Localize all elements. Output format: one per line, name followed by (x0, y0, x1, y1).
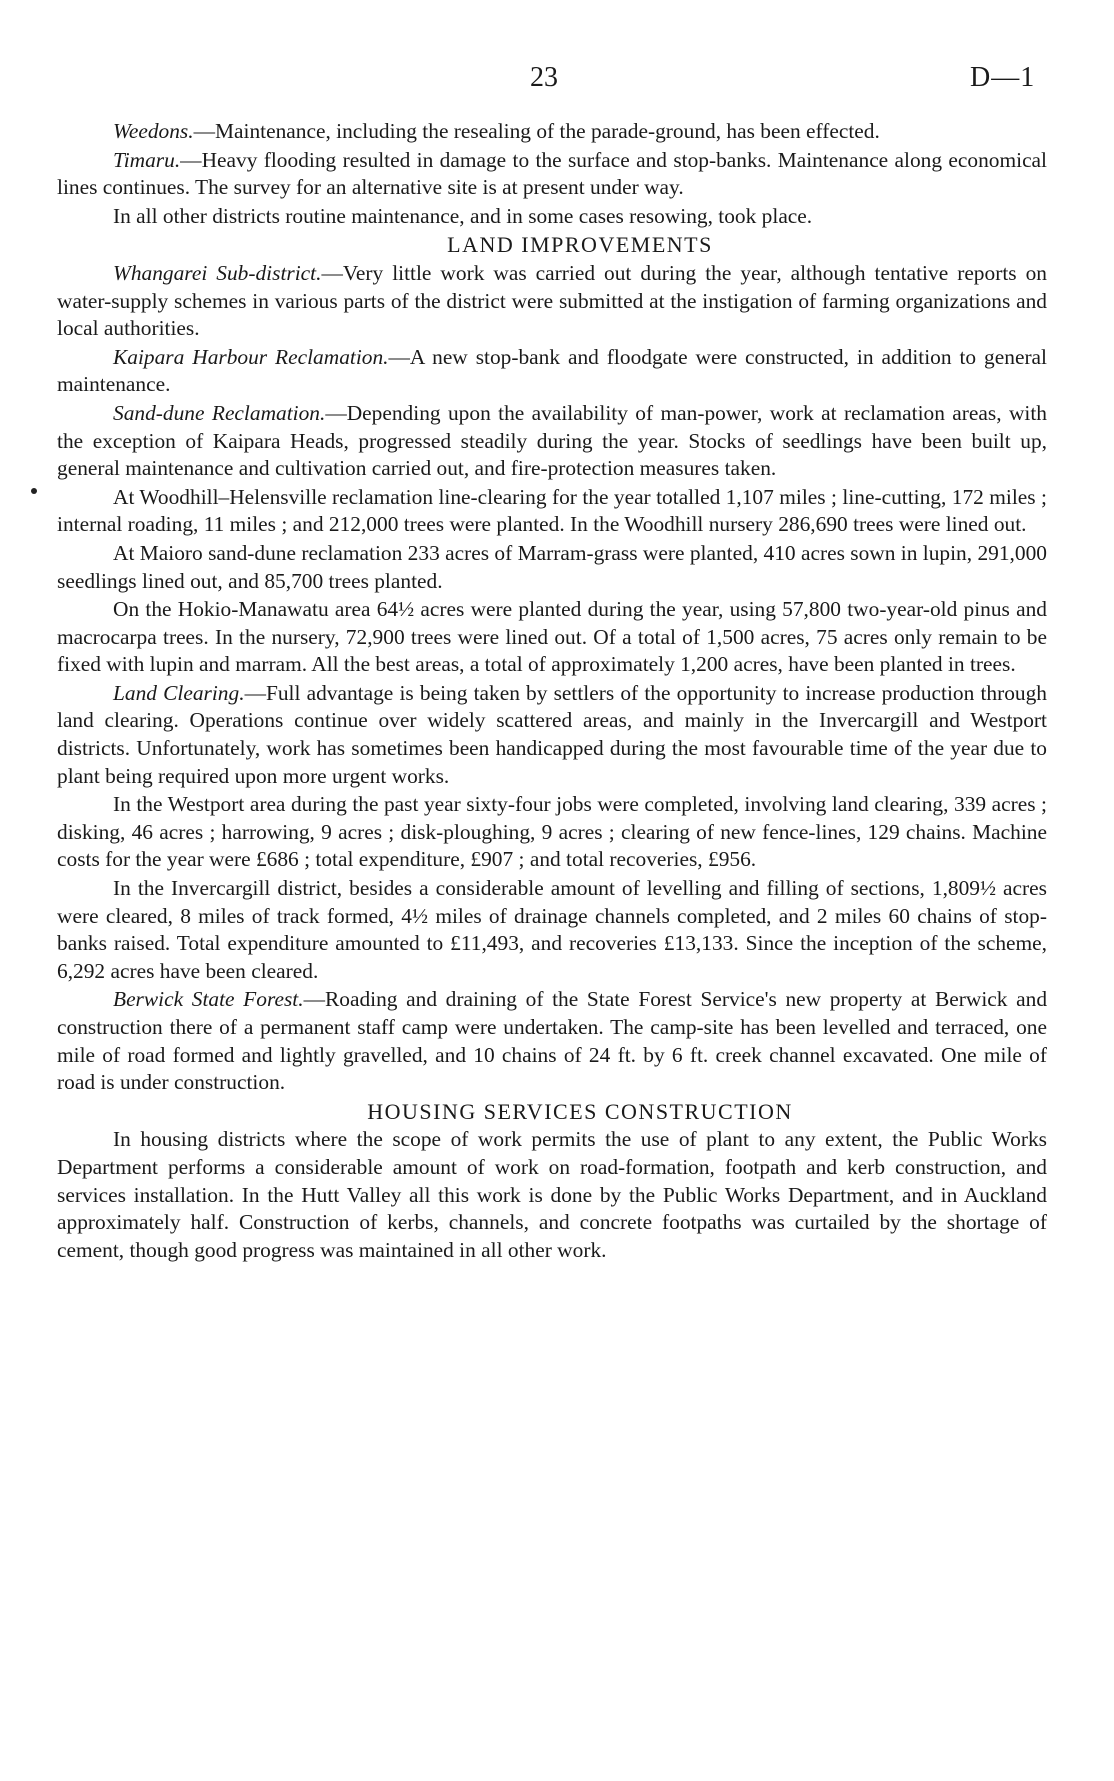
paragraph (57, 118, 1047, 146)
paragraph (57, 986, 1047, 1096)
paragraph (57, 540, 1047, 595)
paragraph-text: —A new stop-bank and floodgate were constructed, in addition to general maintenance. (57, 344, 1047, 397)
paragraph-lead: Timaru. (113, 147, 181, 172)
paragraph-lead: Sand-dune Reclamation. (113, 400, 326, 425)
paragraph-text: —Depending upon the availability of man-power, work at reclamation areas, with the exception of Kaipara Heads, progressed steadily during the year. Stocks of seedlings have been built up, general maintenance and cultivation carried out, and fire-protection measures taken. (57, 400, 1047, 481)
paragraph-text: In the Invercargill district, besides a considerable amount of levelling and filling of sections, 1,809½ acres were cleared, 8 miles of track formed, 4½ miles of drainage channels completed, and 2 miles 60 chains of stop-banks raised. Total expenditure amounted to £11,493, and recoveries £13,133. Since the inception of the scheme, 6,292 acres have been cleared. (57, 876, 1047, 983)
paragraph (57, 680, 1047, 790)
paragraph-text: —Roading and draining of the State Forest Service's new property at Berwick and construction there of a permanent staff camp were undertaken. The camp-site has been levelled and terraced, one mile of road formed and lightly gravelled, and 10 chains of 24 ft. by 6 ft. creek channel excavated. One mile of road is under construction. (57, 987, 1048, 1095)
paragraph-text: At Woodhill–Helensville reclamation line-clearing for the year totalled 1,107 miles ; line-cutting, 172 miles ; internal roading, 11 miles ; and 212,000 trees were planted. In the Woodhill nursery 286,690 trees were lined out. (57, 484, 1047, 537)
paragraph-text: —Very little work was carried out during the year, although tentative reports on water-supply schemes in various parts of the district were submitted at the instigation of farming organizations and local authorities. (57, 260, 1047, 341)
margin-mark (31, 488, 37, 494)
page-number: 23 (530, 62, 558, 93)
paragraph (57, 875, 1047, 985)
document-reference: D—1 (970, 62, 1036, 93)
paragraph-text: On the Hokio-Manawatu area 64½ acres were planted during the year, using 57,800 two-year-old pinus and macrocarpa trees. In the nursery, 72,900 trees were lined out. Of a total of 1,500 acres, 75 acres only remain to be fixed with lupin and marram. All the best areas, a total of approximately 1,200 acres, have been planted in trees. (57, 597, 1047, 677)
paragraph-lead: Land Clearing. (113, 680, 245, 705)
paragraph (57, 147, 1047, 202)
paragraph (57, 596, 1047, 679)
section-heading-housing: HOUSING SERVICES CONSTRUCTION (367, 1098, 793, 1124)
body-text (57, 118, 1047, 1265)
section-heading-land: LAND IMPROVEMENTS (447, 232, 713, 258)
paragraph-lead: Berwick State Forest. (113, 987, 304, 1012)
paragraph-text: In all other districts routine maintenance, and in some cases resowing, took place. (113, 203, 813, 228)
paragraph-text: In the Westport area during the past year sixty-four jobs were completed, involving land clearing, 339 acres ; disking, 46 acres ; harrowing, 9 acres ; disk-ploughing, 9 acres ; clearing of new fence-lines, 129 chains. Machine costs for the year were £686 ; total expenditure, £907 ; and total recoveries, £956. (57, 792, 1047, 872)
paragraph-text: —Heavy flooding resulted in damage to the surface and stop-banks. Maintenance along economical lines continues. The survey for an alternative site is at present under way. (57, 147, 1047, 200)
paragraph-lead: Kaipara Harbour Reclamation. (113, 344, 389, 369)
paragraph (57, 260, 1047, 343)
paragraph (57, 203, 1047, 231)
paragraph-text: At Maioro sand-dune reclamation 233 acres of Marram-grass were planted, 410 acres sown in lupin, 291,000 seedlings lined out, and 85,700 trees planted. (57, 540, 1047, 593)
paragraph-lead: Weedons. (113, 119, 194, 143)
paragraph (57, 400, 1047, 483)
paragraph (57, 791, 1047, 874)
paragraph-text: —Maintenance, including the resealing of the parade-ground, has been effected. (193, 119, 880, 143)
page-header (0, 62, 1114, 102)
paragraph-text: —Full advantage is being taken by settlers of the opportunity to increase production through land clearing. Operations continue over widely scattered areas, and mainly in the Invercargill and Westport districts. Unfortunately, work has sometimes been handicapped during the most favourable time of the year due to plant being required upon more urgent works. (57, 680, 1047, 788)
paragraph-lead: Whangarei Sub-district. (113, 260, 322, 285)
paragraph-text: In housing districts where the scope of work permits the use of plant to any extent, the Public Works Department performs a considerable amount of work on road-formation, footpath and kerb construction, and services installation. In the Hutt Valley all this work is done by the Public Works Department, and in Auckland approximately half. Construction of kerbs, channels, and concrete footpaths was curtailed by the shortage of cement, though good progress was maintained in all other work. (57, 1127, 1047, 1262)
paragraph (57, 1126, 1047, 1264)
paragraph (57, 344, 1047, 399)
paragraph (57, 484, 1047, 539)
